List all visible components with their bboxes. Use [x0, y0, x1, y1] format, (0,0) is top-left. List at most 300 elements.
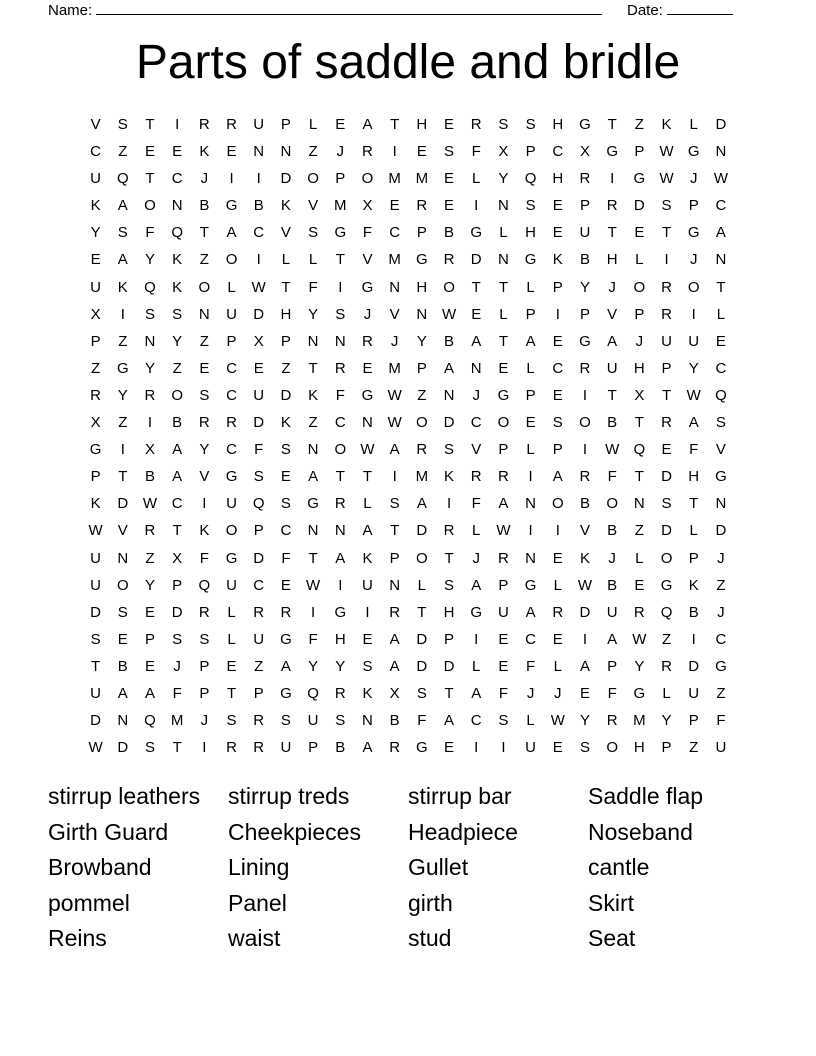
grid-letter: N [497, 251, 509, 269]
grid-letter: N [715, 143, 727, 161]
grid-letter: J [390, 332, 399, 350]
grid-letter: B [688, 603, 699, 621]
grid-letter: P [498, 576, 509, 594]
grid-letter: J [526, 684, 535, 702]
grid-letter: J [689, 251, 698, 269]
grid-letter: E [715, 332, 726, 350]
grid-letter: F [716, 712, 726, 730]
grid-letter: O [307, 170, 319, 188]
grid-letter: B [607, 522, 618, 540]
grid-letter: R [579, 170, 591, 188]
grid-letter: I [120, 441, 125, 459]
grid-letter: J [554, 684, 562, 702]
grid-letter: B [172, 414, 183, 432]
grid-letter: A [144, 684, 155, 702]
grid-letter: N [362, 414, 373, 432]
grid-letter: U [362, 576, 373, 594]
word-list-item: Headpiece [408, 818, 518, 845]
grid-letter: L [526, 359, 535, 377]
grid-letter: P [525, 386, 536, 404]
grid-letter: G [280, 684, 292, 702]
grid-letter: U [253, 630, 265, 648]
grid-letter: P [416, 359, 427, 377]
grid-letter: I [691, 305, 696, 323]
grid-letter: A [688, 414, 699, 432]
grid-letter: T [498, 278, 508, 296]
grid-letter: F [281, 549, 291, 567]
grid-letter: S [172, 305, 183, 323]
grid-letter: F [471, 495, 481, 513]
grid-letter: Y [634, 657, 645, 675]
grid-letter: N [715, 251, 727, 269]
grid-letter: Q [252, 495, 265, 513]
grid-letter: R [470, 468, 482, 486]
grid-letter: Q [307, 684, 319, 702]
grid-letter: O [171, 386, 183, 404]
grid-letter: K [362, 684, 373, 702]
grid-letter: I [311, 603, 316, 621]
grid-letter: L [308, 116, 318, 133]
grid-letter: R [253, 712, 265, 730]
word-list-item: Lining [228, 854, 290, 881]
grid-letter: C [171, 495, 183, 513]
grid-letter: U [253, 386, 265, 404]
grid-letter: S [416, 684, 427, 702]
grid-letter: V [308, 197, 319, 215]
grid-letter: L [227, 603, 236, 621]
grid-letter: K [172, 251, 183, 269]
grid-letter: M [388, 170, 401, 188]
grid-letter: D [661, 468, 672, 486]
grid-letter: D [253, 549, 265, 567]
grid-letter: E [444, 170, 455, 188]
grid-letter: T [118, 468, 128, 486]
word-list-item: stud [408, 925, 452, 952]
grid-letter: S [117, 603, 128, 621]
grid-letter: V [117, 522, 128, 540]
grid-letter: E [552, 386, 563, 404]
grid-letter: R [280, 603, 292, 621]
grid-letter: J [336, 143, 345, 161]
grid-letter: E [226, 143, 237, 161]
grid-letter: X [579, 143, 590, 161]
grid-letter: N [525, 549, 537, 567]
grid-letter: F [689, 441, 699, 459]
grid-letter: Y [688, 359, 699, 377]
grid-letter: K [90, 197, 101, 215]
grid-letter: A [389, 441, 400, 459]
grid-letter: L [472, 657, 481, 675]
grid-letter: K [362, 549, 373, 567]
grid-letter: W [605, 441, 620, 459]
grid-letter: I [582, 386, 588, 404]
grid-letter: Z [199, 251, 209, 269]
grid-letter: W [441, 305, 457, 323]
grid-letter: G [470, 224, 483, 242]
grid-letter: S [144, 305, 155, 323]
grid-letter: P [661, 359, 672, 377]
grid-letter: I [501, 739, 506, 757]
word-list-item: Reins [48, 925, 107, 952]
grid-letter: I [147, 414, 153, 432]
grid-letter: W [713, 170, 728, 188]
grid-letter: E [144, 603, 155, 621]
grid-letter: T [471, 278, 481, 296]
grid-letter: N [307, 522, 319, 540]
grid-letter: N [497, 197, 509, 215]
grid-letter: E [498, 630, 509, 648]
grid-letter: B [335, 739, 346, 757]
word-list-item: Noseband [588, 818, 693, 845]
grid-letter: I [446, 495, 452, 513]
grid-letter: M [388, 251, 401, 269]
grid-letter: Q [633, 441, 646, 459]
grid-letter: U [90, 170, 102, 188]
grid-letter: D [443, 414, 455, 432]
grid-letter: B [607, 414, 618, 432]
grid-letter: P [253, 684, 264, 702]
grid-letter: W [306, 576, 321, 594]
grid-letter: S [335, 305, 346, 323]
grid-letter: R [497, 468, 509, 486]
grid-letter: T [335, 468, 345, 486]
grid-letter: R [579, 468, 591, 486]
grid-letter: K [308, 386, 319, 404]
grid-letter: T [335, 251, 345, 269]
grid-letter: T [498, 332, 508, 350]
grid-letter: E [389, 197, 400, 215]
grid-letter: S [280, 712, 291, 730]
word-list-item: Gullet [408, 854, 469, 881]
grid-letter: I [392, 468, 397, 486]
grid-letter: E [552, 332, 563, 350]
grid-letter: A [117, 197, 128, 215]
grid-letter: T [689, 495, 699, 513]
grid-letter: J [200, 712, 209, 730]
grid-letter: K [444, 468, 455, 486]
grid-letter: E [226, 657, 237, 675]
grid-letter: U [280, 739, 292, 757]
grid-letter: P [634, 143, 645, 161]
grid-letter: I [229, 170, 234, 188]
word-list-item: Seat [588, 925, 636, 952]
grid-letter: J [200, 170, 209, 188]
grid-letter: L [363, 495, 372, 513]
grid-letter: S [199, 386, 210, 404]
grid-letter: W [142, 495, 158, 513]
grid-letter: Z [118, 414, 128, 432]
grid-letter: A [335, 549, 346, 567]
grid-letter: J [173, 657, 181, 675]
grid-letter: C [552, 359, 564, 377]
grid-letter: P [90, 332, 101, 350]
grid-letter: T [308, 549, 318, 567]
grid-letter: A [416, 495, 427, 513]
grid-letter: C [552, 143, 564, 161]
grid-letter: J [472, 386, 480, 404]
grid-letter: I [582, 630, 588, 648]
grid-letter: I [256, 251, 261, 269]
grid-letter: L [526, 441, 535, 459]
grid-letter: S [199, 630, 210, 648]
grid-letter: A [444, 712, 455, 730]
grid-letter: N [280, 143, 292, 161]
grid-letter: Q [524, 170, 537, 188]
grid-letter: A [280, 657, 291, 675]
grid-letter: P [525, 305, 536, 323]
grid-letter: X [144, 441, 155, 459]
word-list-item: stirrup bar [408, 783, 512, 809]
grid-letter: P [552, 278, 563, 296]
grid-letter: S [444, 576, 455, 594]
grid-letter: R [144, 386, 156, 404]
grid-letter: E [552, 739, 563, 757]
grid-letter: G [579, 116, 591, 133]
grid-letter: R [226, 116, 237, 133]
grid-letter: Z [634, 522, 644, 540]
grid-letter: L [689, 522, 698, 540]
grid-letter: N [334, 332, 346, 350]
grid-letter: I [555, 522, 560, 540]
grid-letter: B [444, 224, 455, 242]
grid-letter: T [145, 170, 155, 188]
grid-letter: R [552, 603, 564, 621]
grid-letter: E [117, 630, 128, 648]
grid-letter: F [145, 224, 155, 242]
grid-letter: E [525, 414, 536, 432]
grid-letter: G [633, 684, 646, 702]
grid-letter: E [498, 359, 509, 377]
grid-letter: E [444, 197, 455, 215]
grid-letter: D [253, 305, 265, 323]
grid-letter: S [389, 495, 400, 513]
grid-letter: C [715, 359, 727, 377]
grid-letter: T [91, 657, 101, 675]
grid-letter: G [225, 549, 238, 567]
grid-letter: W [550, 712, 565, 730]
grid-letter: U [688, 684, 700, 702]
grid-letter: L [689, 116, 698, 133]
grid-letter: C [253, 224, 265, 242]
grid-letter: C [334, 414, 346, 432]
grid-letter: E [280, 576, 291, 594]
grid-letter: D [579, 603, 591, 621]
grid-letter: G [633, 170, 646, 188]
grid-letter: W [632, 630, 647, 648]
grid-letter: K [199, 143, 210, 161]
grid-letter: W [360, 441, 375, 459]
grid-letter: N [307, 332, 319, 350]
grid-letter: E [444, 739, 455, 757]
grid-letter: R [253, 739, 265, 757]
grid-letter: S [117, 116, 128, 133]
grid-letter: V [579, 522, 590, 540]
grid-letter: O [579, 414, 591, 432]
grid-letter: P [579, 305, 590, 323]
grid-letter: Z [634, 116, 644, 133]
grid-letter: H [525, 224, 537, 242]
grid-letter: S [90, 630, 101, 648]
word-list-item: girth [408, 889, 453, 916]
grid-letter: R [144, 522, 156, 540]
grid-letter: G [497, 386, 510, 404]
grid-letter: K [280, 414, 291, 432]
grid-letter: G [416, 251, 428, 269]
grid-letter: G [307, 495, 319, 513]
grid-letter: R [389, 739, 401, 757]
grid-letter: A [471, 332, 482, 350]
grid-letter: O [144, 197, 156, 215]
grid-letter: P [308, 739, 319, 757]
grid-letter: H [416, 278, 428, 296]
grid-letter: R [334, 495, 346, 513]
grid-letter: P [280, 332, 291, 350]
grid-letter: P [253, 522, 264, 540]
grid-letter: G [524, 576, 537, 594]
grid-letter: O [225, 251, 238, 269]
grid-letter: E [579, 684, 590, 702]
grid-letter: X [90, 305, 101, 323]
grid-letter: C [226, 386, 237, 404]
grid-letter: R [443, 522, 455, 540]
grid-letter: W [251, 278, 266, 296]
grid-letter: T [607, 116, 617, 133]
grid-letter: J [717, 603, 725, 621]
grid-letter: Q [144, 712, 156, 730]
grid-letter: O [416, 549, 428, 567]
grid-letter: H [552, 116, 564, 133]
grid-letter: O [361, 170, 374, 188]
grid-letter: O [443, 278, 455, 296]
grid-letter: L [281, 251, 291, 269]
grid-letter: B [444, 332, 455, 350]
grid-letter: T [362, 468, 373, 486]
grid-letter: G [416, 739, 428, 757]
grid-letter: M [170, 712, 184, 730]
grid-letter: P [688, 549, 699, 567]
grid-letter: T [417, 603, 427, 621]
grid-letter: O [416, 414, 428, 432]
grid-letter: Y [416, 332, 427, 350]
grid-letter: N [525, 495, 537, 513]
grid-letter: O [334, 441, 347, 459]
grid-letter: O [116, 576, 129, 594]
grid-letter: C [90, 143, 102, 161]
grid-letter: D [416, 630, 428, 648]
grid-letter: T [226, 684, 237, 702]
grid-letter: A [525, 603, 536, 621]
grid-letter: J [472, 549, 480, 567]
grid-letter: S [715, 414, 726, 432]
grid-letter: M [388, 359, 401, 377]
grid-letter: T [607, 386, 617, 404]
grid-letter: L [499, 224, 508, 242]
grid-letter: A [308, 468, 319, 486]
grid-letter: Q [198, 576, 211, 594]
grid-letter: L [553, 576, 562, 594]
grid-letter: I [474, 739, 479, 757]
grid-letter: K [579, 549, 590, 567]
grid-letter: P [416, 224, 427, 242]
grid-letter: R [470, 116, 482, 133]
grid-letter: I [474, 197, 479, 215]
grid-letter: J [608, 278, 616, 296]
grid-letter: B [389, 712, 400, 730]
grid-letter: T [661, 224, 672, 242]
grid-letter: N [416, 305, 428, 323]
grid-letter: S [579, 739, 590, 757]
grid-letter: N [117, 712, 129, 730]
grid-letter: W [577, 576, 593, 594]
grid-letter: K [280, 197, 291, 215]
grid-letter: I [338, 576, 343, 594]
grid-letter: T [444, 549, 454, 567]
grid-letter: G [715, 468, 727, 486]
grid-letter: X [498, 143, 509, 161]
grid-letter: P [144, 630, 155, 648]
grid-letter: F [172, 684, 182, 702]
grid-letter: R [443, 251, 455, 269]
grid-letter: G [334, 224, 347, 242]
grid-letter: R [334, 684, 346, 702]
grid-letter: Y [579, 278, 590, 296]
grid-letter: U [90, 684, 102, 702]
grid-letter: C [226, 441, 237, 459]
grid-letter: U [606, 359, 618, 377]
grid-letter: F [607, 684, 617, 702]
grid-letter: Z [91, 359, 101, 377]
grid-letter: K [90, 495, 101, 513]
grid-letter: A [471, 684, 482, 702]
grid-letter: T [634, 468, 644, 486]
grid-letter: G [334, 603, 347, 621]
grid-letter: R [226, 739, 237, 757]
grid-letter: H [552, 170, 564, 188]
grid-letter: W [496, 522, 511, 540]
grid-letter: Z [118, 332, 128, 350]
grid-letter: J [635, 332, 644, 350]
grid-letter: U [226, 495, 237, 513]
grid-letter: U [661, 332, 672, 350]
grid-letter: U [715, 739, 727, 757]
grid-letter: C [280, 522, 292, 540]
grid-letter: L [227, 630, 236, 648]
grid-letter: R [362, 143, 373, 161]
date-field [627, 0, 733, 20]
grid-letter: G [606, 143, 618, 161]
grid-letter: Z [254, 657, 264, 675]
grid-letter: O [660, 549, 673, 567]
grid-letter: P [389, 549, 400, 567]
grid-letter: E [253, 359, 264, 377]
grid-letter: E [552, 630, 563, 648]
grid-letter: I [202, 495, 207, 513]
grid-letter: Y [661, 712, 672, 730]
grid-letter: U [90, 576, 102, 594]
grid-letter: T [145, 116, 155, 133]
grid-letter: G [660, 576, 673, 594]
grid-letter: L [499, 305, 508, 323]
grid-letter: G [225, 197, 238, 215]
grid-letter: E [335, 116, 346, 133]
grid-letter: I [120, 305, 125, 323]
grid-letter: L [716, 305, 726, 323]
grid-letter: I [256, 170, 261, 188]
grid-letter: O [198, 278, 211, 296]
grid-letter: G [361, 386, 374, 404]
grid-letter: G [687, 143, 700, 161]
grid-letter: O [606, 495, 618, 513]
